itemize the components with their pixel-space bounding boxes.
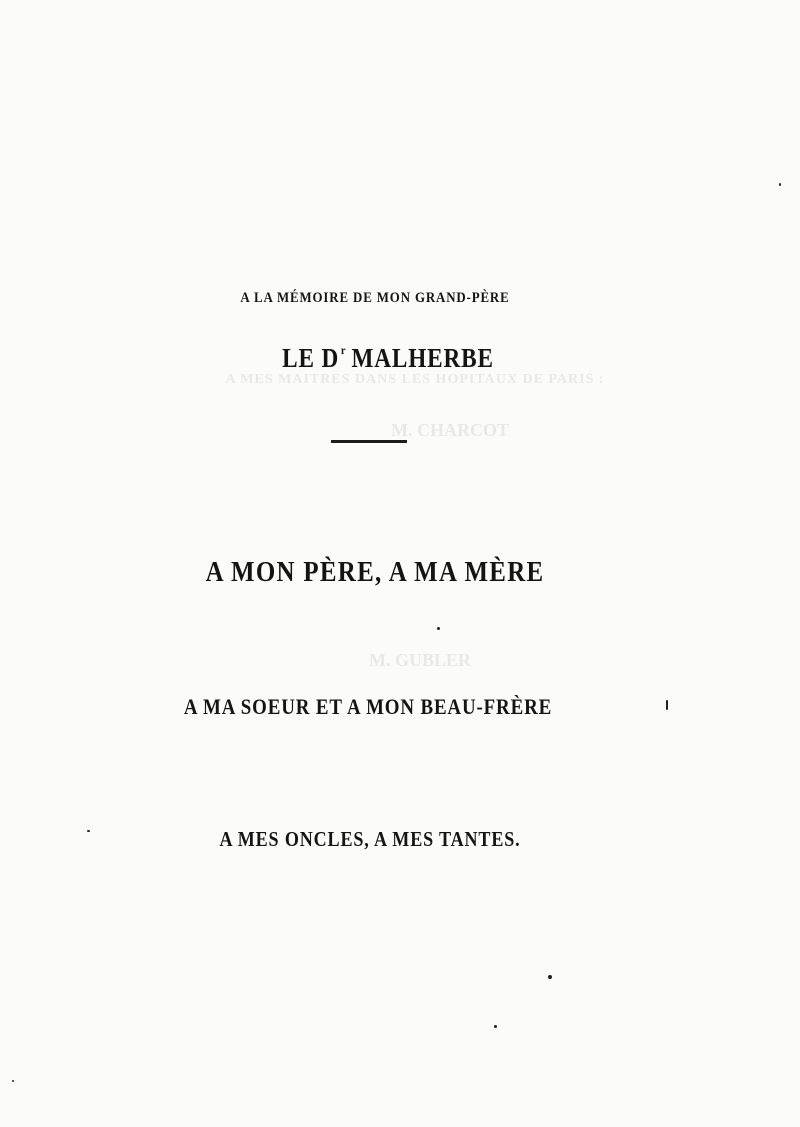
scan-speck <box>87 830 90 832</box>
dedication-uncles-aunts: A MES ONCLES, A MES TANTES. <box>219 827 521 851</box>
dedication-grandfather-memory: A LA MÉMOIRE DE MON GRAND-PÈRE <box>240 290 510 306</box>
doctor-prefix: LE D <box>282 343 340 373</box>
scan-speck <box>548 975 552 979</box>
dedication-sister-brother-in-law: A MA SOEUR ET A MON BEAU-FRÈRE <box>183 694 553 719</box>
show-through-name-1: M. CHARCOT <box>391 420 509 440</box>
dedication-doctor-name <box>44 343 732 374</box>
scan-speck <box>666 700 668 710</box>
scan-speck <box>779 183 781 186</box>
separator-rule <box>331 440 407 443</box>
doctor-surname: MALHERBE <box>351 343 494 373</box>
scan-speck <box>12 1080 14 1082</box>
dedication-parents: A MON PÈRE, A MA MÈRE <box>205 556 545 588</box>
show-through-heading: A MES MAITRES DANS LES HOPITAUX DE PARIS : <box>225 372 605 387</box>
scan-speck <box>494 1025 497 1028</box>
doctor-superscript: r <box>340 343 347 357</box>
show-through-name-2: M. GUBLER <box>368 650 471 670</box>
scan-speck <box>437 627 440 630</box>
